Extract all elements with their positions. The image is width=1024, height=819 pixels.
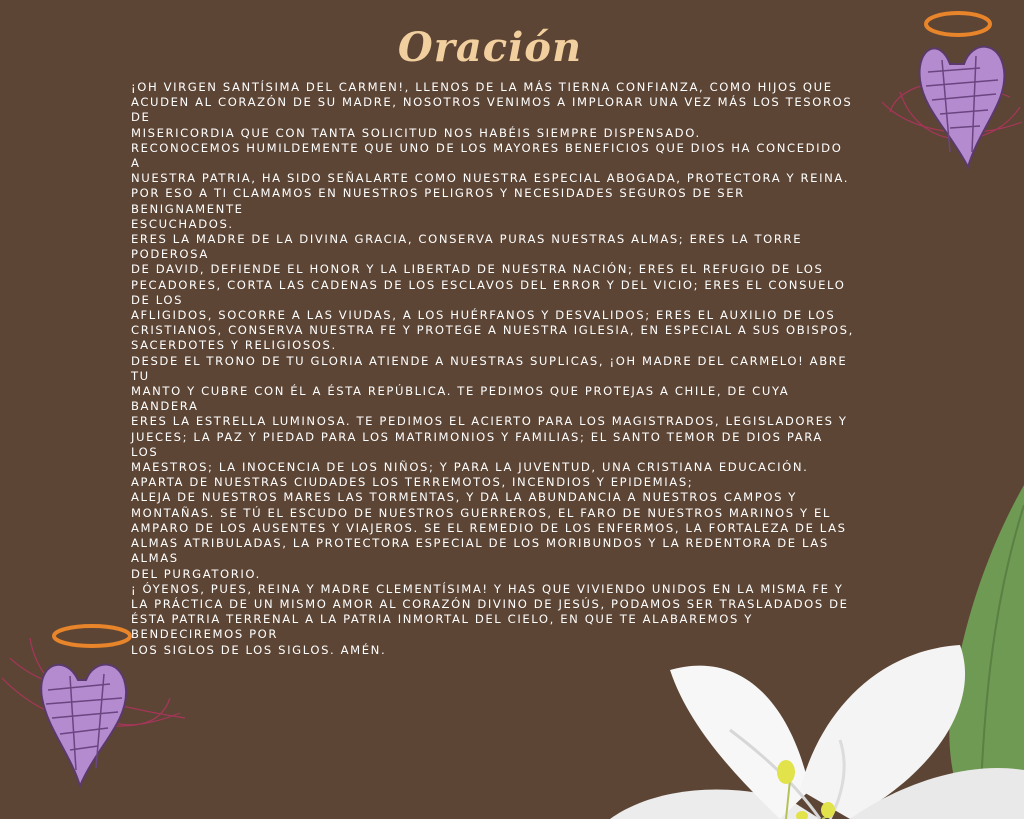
prayer-line: MONTAÑAS. SE TÚ EL ESCUDO DE NUESTROS GUERREROS, EL FARO DE NUESTROS MARINOS Y EL — [131, 505, 831, 520]
prayer-line: DE — [131, 110, 151, 125]
prayer-line: ¡ ÓYENOS, PUES, REINA Y MADRE CLEMENTÍSIMA! Y HAS QUE VIVIENDO UNIDOS EN LA MISMA FE Y — [131, 581, 844, 596]
prayer-line: AFLIGIDOS, SOCORRE A LAS VIUDAS, A LOS HUÉRFANOS Y DESVALIDOS; ERES EL AUXILIO DE LOS — [131, 308, 836, 323]
prayer-text — [131, 80, 921, 658]
prayer-line: AMPARO DE LOS AUSENTES Y VIAJEROS. SE EL REMEDIO DE LOS ENFERMOS, LA FORTALEZA DE LAS — [131, 520, 847, 535]
prayer-line: ACUDEN AL CORAZÓN DE SU MADRE, NOSOTROS VENIMOS A IMPLORAR UNA VEZ MÁS LOS TESOROS — [131, 95, 853, 110]
heart-with-halo-icon — [0, 618, 190, 793]
prayer-line: ESCUCHADOS. — [131, 216, 234, 231]
prayer-line: CRISTIANOS, CONSERVA NUESTRA FE Y PROTEGE A NUESTRA IGLESIA, EN ESPECIAL A SUS OBISPOS, — [131, 323, 854, 338]
prayer-line: ÉSTA PATRIA TERRENAL A LA PATRIA INMORTAL DEL CIELO, EN QUE TE ALABAREMOS Y — [131, 612, 753, 627]
prayer-line: DE DAVID, DEFIENDE EL HONOR Y LA LIBERTAD DE NUESTRA NACIÓN; ERES EL REFUGIO DE LOS — [131, 262, 824, 277]
prayer-line: ALEJA DE NUESTROS MARES LAS TORMENTAS, Y DA LA ABUNDANCIA A NUESTROS CAMPOS Y — [131, 490, 797, 505]
prayer-line: BENIGNAMENTE — [131, 201, 244, 216]
prayer-line: ALMAS — [131, 551, 179, 566]
prayer-line: LA PRÁCTICA DE UN MISMO AMOR AL CORAZÓN DIVINO DE JESÚS, PODAMOS SER TRASLADADOS DE — [131, 596, 849, 611]
prayer-line: JUECES; LA PAZ Y PIEDAD PARA LOS MATRIMONIOS Y FAMILIAS; EL SANTO TEMOR DE DIOS PARA — [131, 429, 823, 444]
prayer-line: BENDECIREMOS POR — [131, 627, 279, 642]
prayer-line: DESDE EL TRONO DE TU GLORIA ATIENDE A NUESTRAS SUPLICAS, ¡OH MADRE DEL CARMELO! ABRE — [131, 353, 848, 368]
prayer-line: TU — [131, 368, 150, 383]
prayer-line: ERES LA ESTRELLA LUMINOSA. TE PEDIMOS EL ACIERTO PARA LOS MAGISTRADOS, LEGISLADORES Y — [131, 414, 848, 429]
prayer-line: PODEROSA — [131, 247, 209, 262]
prayer-line: DEL PURGATORIO. — [131, 566, 261, 581]
prayer-line: ¡OH VIRGEN SANTÍSIMA DEL CARMEN!, LLENOS DE LA MÁS TIERNA CONFIANZA, COMO HIJOS QUE — [131, 80, 833, 94]
prayer-line: SACERDOTES Y RELIGIOSOS. — [131, 338, 337, 353]
prayer-line: APARTA DE NUESTRAS CIUDADES LOS TERREMOTOS, INCENDIOS Y EPIDEMIAS; — [131, 475, 694, 490]
prayer-line: NUESTRA PATRIA, HA SIDO SEÑALARTE COMO NUESTRA ESPECIAL ABOGADA, PROTECTORA Y REINA. — [131, 171, 850, 186]
prayer-line: ALMAS ATRIBULADAS, LA PROTECTORA ESPECIAL DE LOS MORIBUNDOS Y LA REDENTORA DE LAS — [131, 536, 829, 551]
prayer-line: MAESTROS; LA INOCENCIA DE LOS NIÑOS; Y PARA LA JUVENTUD, UNA CRISTIANA EDUCACIÓN. — [131, 460, 809, 475]
prayer-line: LOS — [131, 444, 159, 459]
prayer-line: LOS SIGLOS DE LOS SIGLOS. AMÉN. — [131, 642, 387, 657]
prayer-line: RECONOCEMOS HUMILDEMENTE QUE UNO DE LOS MAYORES BENEFICIOS QUE DIOS HA CONCEDIDO — [131, 140, 843, 155]
prayer-line: ERES LA MADRE DE LA DIVINA GRACIA, CONSERVA PURAS NUESTRAS ALMAS; ERES LA TORRE — [131, 232, 803, 247]
page-title: Oración — [397, 24, 583, 71]
prayer-line: POR ESO A TI CLAMAMOS EN NUESTROS PELIGROS Y NECESIDADES SEGUROS DE SER — [131, 186, 745, 201]
lily-flower-icon — [590, 640, 1024, 819]
prayer-line: BANDERA — [131, 399, 199, 414]
prayer-line: MISERICORDIA QUE CON TANTA SOLICITUD NOS HABÉIS SIEMPRE DISPENSADO. — [131, 125, 701, 140]
heart-with-halo-icon — [880, 2, 1024, 177]
prayer-line: MANTO Y CUBRE CON ÉL A ÉSTA REPÚBLICA. TE PEDIMOS QUE PROTEJAS A CHILE, DE CUYA — [131, 384, 790, 399]
prayer-line: DE LOS — [131, 292, 184, 307]
prayer-line: A — [131, 156, 141, 171]
prayer-line: PECADORES, CORTA LAS CADENAS DE LOS ESCLAVOS DEL ERROR Y DEL VICIO; ERES EL CONSUELO — [131, 277, 846, 292]
